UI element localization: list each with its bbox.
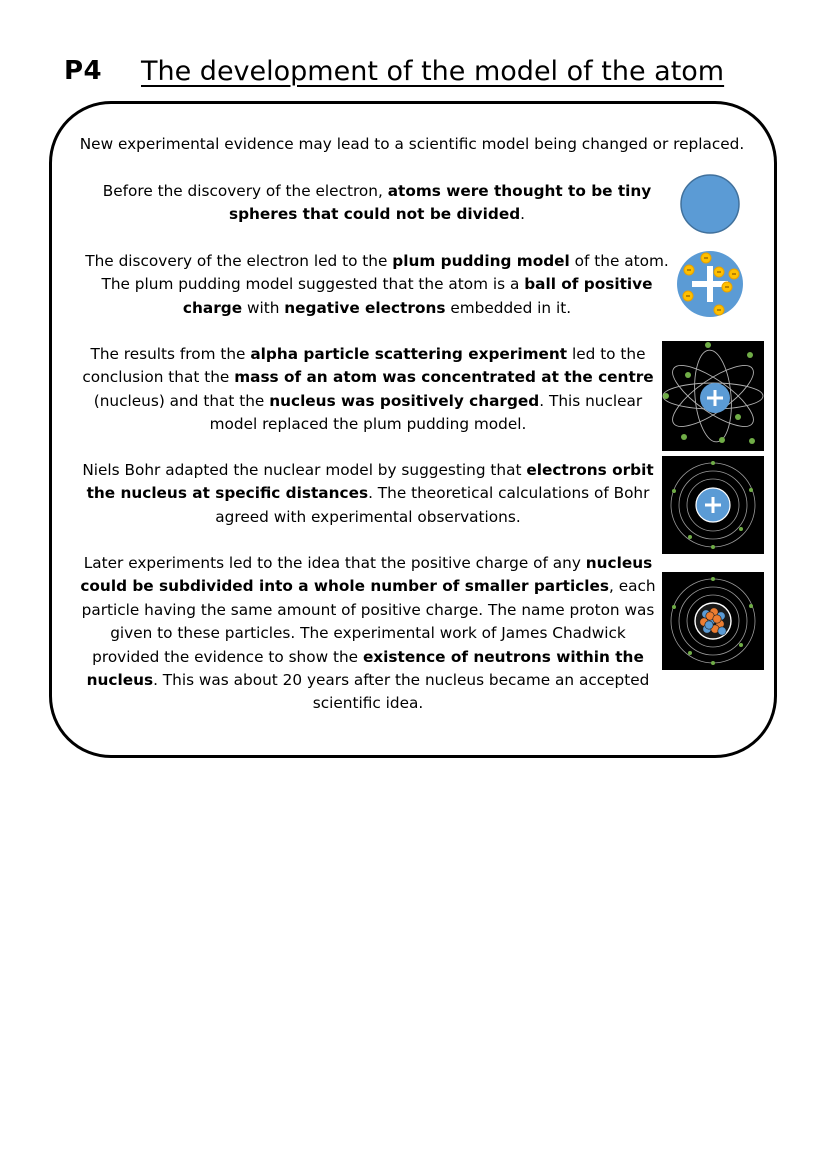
bold-phrase: nucleus was positively charged xyxy=(269,391,540,410)
paragraph-protons-neutrons xyxy=(76,552,660,716)
bold-phrase: nucleus could be subdivided into a whole number of smaller particles xyxy=(80,554,653,596)
protons-neutrons-model-icon xyxy=(662,572,764,670)
text-span: The results from the xyxy=(90,345,251,363)
paragraph-nuclear-model xyxy=(76,343,660,437)
bold-phrase: plum pudding model xyxy=(392,252,570,270)
nuclear-model-icon xyxy=(662,341,764,451)
paragraph-plum-pudding xyxy=(80,250,674,320)
plum-pudding-model-icon xyxy=(674,248,746,320)
text-span: Before the discovery of the electron, xyxy=(102,182,388,200)
text-span: embedded in it. xyxy=(445,298,572,317)
bold-phrase: negative electrons xyxy=(284,298,446,317)
text-span: of the atom. The plum pudding model suggested that the atom is a xyxy=(101,252,669,294)
bohr-model-icon xyxy=(662,456,764,554)
text-span: with xyxy=(242,298,285,317)
bold-phrase: mass of an atom was concentrated at the centre xyxy=(234,368,654,387)
bold-phrase: atoms were thought to be tiny spheres that could not be divided xyxy=(228,182,652,224)
bold-phrase: ball of positive charge xyxy=(182,275,653,317)
section-code: P4 xyxy=(64,56,103,86)
text-span: Later experiments led to the idea that the positive charge of any xyxy=(83,554,586,572)
solid-sphere-model-icon xyxy=(678,172,742,236)
bold-phrase: existence of neutrons within the nucleus xyxy=(86,647,644,690)
text-span: . xyxy=(520,205,526,224)
paragraph-bohr-model xyxy=(76,459,660,529)
text-span: The discovery of the electron led to the xyxy=(85,252,393,270)
text-span: , each particle having the same amount of positive charge. The name proton was given to these particles. The experimental work of James Chadwick provided the evidence to show the xyxy=(81,577,656,666)
text-span: Niels Bohr adapted the nuclear model by suggesting that xyxy=(82,461,527,479)
page-header xyxy=(64,56,764,96)
text-span: led to the conclusion that the xyxy=(82,345,646,387)
text-span: . This nuclear model replaced the plum pudding model. xyxy=(209,391,643,434)
page-title: The development of the model of the atom xyxy=(141,56,725,87)
text-span: . The theoretical calculations of Bohr agreed with experimental observations. xyxy=(215,484,650,526)
intro-text: New experimental evidence may lead to a scientific model being changed or replaced. xyxy=(79,135,745,153)
bold-phrase: alpha particle scattering experiment xyxy=(250,345,568,363)
paragraph-solid-sphere xyxy=(90,180,664,227)
text-span: (nucleus) and that the xyxy=(93,391,270,410)
text-span: . This was about 20 years after the nucleus became an accepted scientific idea. xyxy=(153,671,650,713)
bold-phrase: electrons orbit the nucleus at specific distances xyxy=(86,461,654,503)
